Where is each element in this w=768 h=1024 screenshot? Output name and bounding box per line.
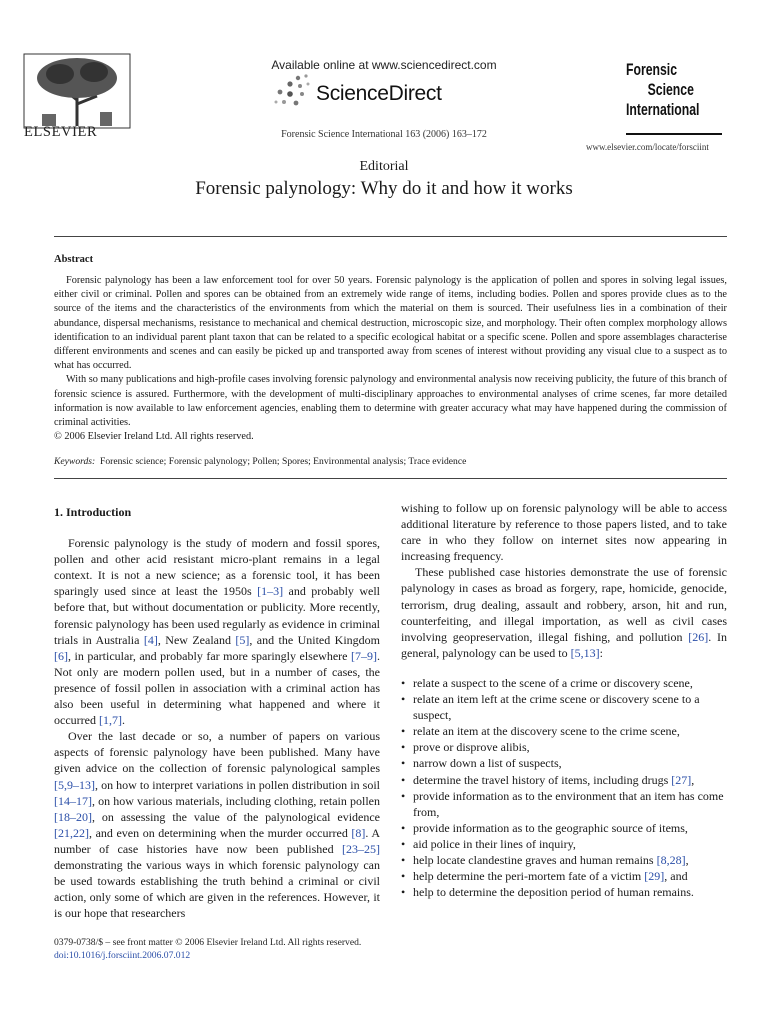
citation-link[interactable]: [5] bbox=[235, 632, 250, 647]
citation-link[interactable]: [4] bbox=[143, 632, 158, 647]
citation-link[interactable]: [26] bbox=[688, 629, 709, 644]
journal-logo-line: Forensic bbox=[626, 60, 678, 79]
doi-link[interactable]: doi:10.1016/j.forsciint.2006.07.012 bbox=[54, 950, 191, 961]
citation-link[interactable]: [1–3] bbox=[257, 584, 284, 599]
footer bbox=[54, 936, 361, 962]
journal-logo-line: Science bbox=[647, 80, 694, 99]
abstract-copyright: © 2006 Elsevier Ireland Ltd. All rights reserved. bbox=[54, 431, 254, 443]
list-item: • prove or disprove alibis, bbox=[401, 739, 727, 755]
front-matter-line: 0379-0738/$ – see front matter © 2006 Elsevier Ireland Ltd. All rights reserved. bbox=[54, 937, 362, 948]
body-paragraph: wishing to follow up on forensic palynology will be able to access additional literature by reference to those papers listed, and to take care in who they follow on internet sites now appearing in increasing frequency. bbox=[401, 501, 727, 564]
citation-link[interactable]: [21,22] bbox=[54, 825, 89, 840]
abstract-body bbox=[54, 274, 727, 444]
citation-link[interactable]: [5,13] bbox=[570, 645, 600, 660]
list-item: • help determine the peri-mortem fate of a victim [29], and bbox=[401, 868, 727, 884]
list-item: • provide information as to the environment that an item has come from, bbox=[401, 788, 727, 820]
citation-link[interactable]: [27] bbox=[671, 772, 692, 787]
publisher-name: ELSEVIER bbox=[24, 124, 98, 140]
citation-link[interactable]: [6] bbox=[54, 648, 68, 663]
list-item: • relate a suspect to the scene of a crime or discovery scene, bbox=[401, 675, 727, 691]
list-item: • help locate clandestine graves and human remains [8,28], bbox=[401, 852, 727, 868]
journal-logo bbox=[626, 60, 722, 138]
article-title: Forensic palynology: Why do it and how it works bbox=[195, 178, 573, 199]
right-column bbox=[401, 500, 727, 900]
sciencedirect-dots-icon bbox=[270, 72, 314, 112]
journal-logo-rule bbox=[626, 133, 722, 135]
journal-url-link[interactable]: www.elsevier.com/locate/forsciint bbox=[586, 142, 709, 152]
journal-logo-line: International bbox=[626, 100, 700, 119]
section-heading: 1. Introduction bbox=[54, 505, 132, 519]
list-item: • relate an item at the discovery scene to the crime scene, bbox=[401, 723, 727, 739]
keywords bbox=[54, 456, 727, 467]
abstract-paragraph: Forensic palynology has been a law enforcement tool for over 50 years. Forensic palynology is the application of pollen and spores in solving legal issues, either civil or criminal. Pollen and spores can be obtained from an extremely wide range of items, including bodies. Pollen and spores provide clues as to the source of the items and the characteristics of the environments from which the material on them is sourced. Their usefulness lies in a combination of their abundance, dispersal mechanisms, resistance to mechanical and chemical destruction, microscopic size, and morphology. Their often complex morphology allows identification to an individual parent plant taxon that can be related to a specific ecological habitat or a specific scene. Pollen and spore assemblages characterise different environments and scenes and can easily be picked up and transported away from scenes of interest without providing any visual clue to a suspect as to what has occurred. bbox=[54, 275, 727, 372]
list-item: • relate an item left at the crime scene or discovery scene to a suspect, bbox=[401, 691, 727, 723]
sciencedirect-wordmark: ScienceDirect bbox=[316, 82, 442, 105]
citation-link[interactable]: [8] bbox=[351, 825, 366, 840]
list-item: • narrow down a list of suspects, bbox=[401, 755, 727, 771]
citation-link[interactable]: [8,28] bbox=[656, 852, 686, 867]
citation-link[interactable]: [1,7] bbox=[98, 713, 122, 728]
body-paragraph: Over the last decade or so, a number of papers on various aspects of forensic palynology have been published. Many have given advice on the collection of forensic palynological samples [5,9–13], on how to interpret variations in pollen distribution in soil [14–17], on how various materials, including clothing, retain pollen [18–20], on assessing the value of the palynological evidence [21,22], and even on determining when the murder occurred [8]. A number of case histories have now been published [23–25] demonstrating the various ways in which forensic palynology can be used towards establishing the truth behind a criminal or civil action, only some of which are given in the references. However, it is our hope that researchers bbox=[54, 729, 380, 921]
left-column bbox=[54, 504, 380, 921]
citation-link[interactable]: [14–17] bbox=[54, 793, 92, 808]
citation-link[interactable]: [7–9] bbox=[351, 648, 377, 663]
list-item: • aid police in their lines of inquiry, bbox=[401, 836, 727, 852]
keywords-text: Forensic science; Forensic palynology; Pollen; Spores; Environmental analysis; Trace evidence bbox=[100, 456, 467, 467]
list-item: • provide information as to the geographic source of items, bbox=[401, 820, 727, 836]
journal-citation: Forensic Science International 163 (2006) 163–172 bbox=[281, 129, 487, 140]
available-online-text: Available online at www.sciencedirect.com bbox=[271, 58, 497, 72]
body-paragraph: These published case histories demonstrate the use of forensic palynology in cases as broad as forgery, rape, homicide, genocide, terrorism, drug dealing, assault and robbery, arson, hit and run, counterfeiting, and illegal importation, as well as civil cases involving geopreservation, illegal fishing, and pollution [26]. In general, palynology can be used to [5,13]: bbox=[401, 565, 727, 660]
list-item: • help to determine the deposition period of human remains. bbox=[401, 884, 727, 900]
article-section-label: Editorial bbox=[359, 159, 409, 174]
list-item: • determine the travel history of items, including drugs [27], bbox=[401, 772, 727, 788]
keywords-label: Keywords: bbox=[54, 456, 96, 467]
abstract-heading: Abstract bbox=[54, 254, 94, 265]
citation-link[interactable]: [5,9–13] bbox=[54, 777, 95, 792]
abstract-paragraph: With so many publications and high-profile cases involving forensic palynology and environmental analysis now receiving publicity, the future of this branch of forensic science is assured. Furthermore, with the development of multi-disciplinary approaches to environmental analyses of crime scenes, far more detailed information is now available to law enforcement agencies, enabling them to determine with greater accuracy what may have happened during the commission of criminal activities. bbox=[54, 374, 727, 429]
divider bbox=[54, 236, 727, 237]
citation-link[interactable]: [23–25] bbox=[342, 841, 380, 856]
citation-link[interactable]: [29] bbox=[644, 869, 665, 884]
body-paragraph: Forensic palynology is the study of modern and fossil spores, pollen and other acid resistant micro-plant remains in a legal context. It is not a new science; as a forensic tool, it has been sparingly used since at least the 1950s [1–3] and probably well before that, but without documentation or publicity. More recently, forensic palynology has been used regularly as evidence in criminal trials in Australia [4], New Zealand [5], and the United Kingdom [6], in particular, and probably far more sparingly elsewhere [7–9]. Not only are modern pollen used, but in a number of cases, the presence of fossil pollen in association with a criminal action has also been useful in determining what happened and where it occurred [1,7]. bbox=[54, 536, 380, 728]
divider bbox=[54, 478, 727, 479]
sciencedirect-logo bbox=[270, 72, 470, 114]
citation-link[interactable]: [18–20] bbox=[54, 809, 92, 824]
bullet-list bbox=[401, 675, 727, 900]
